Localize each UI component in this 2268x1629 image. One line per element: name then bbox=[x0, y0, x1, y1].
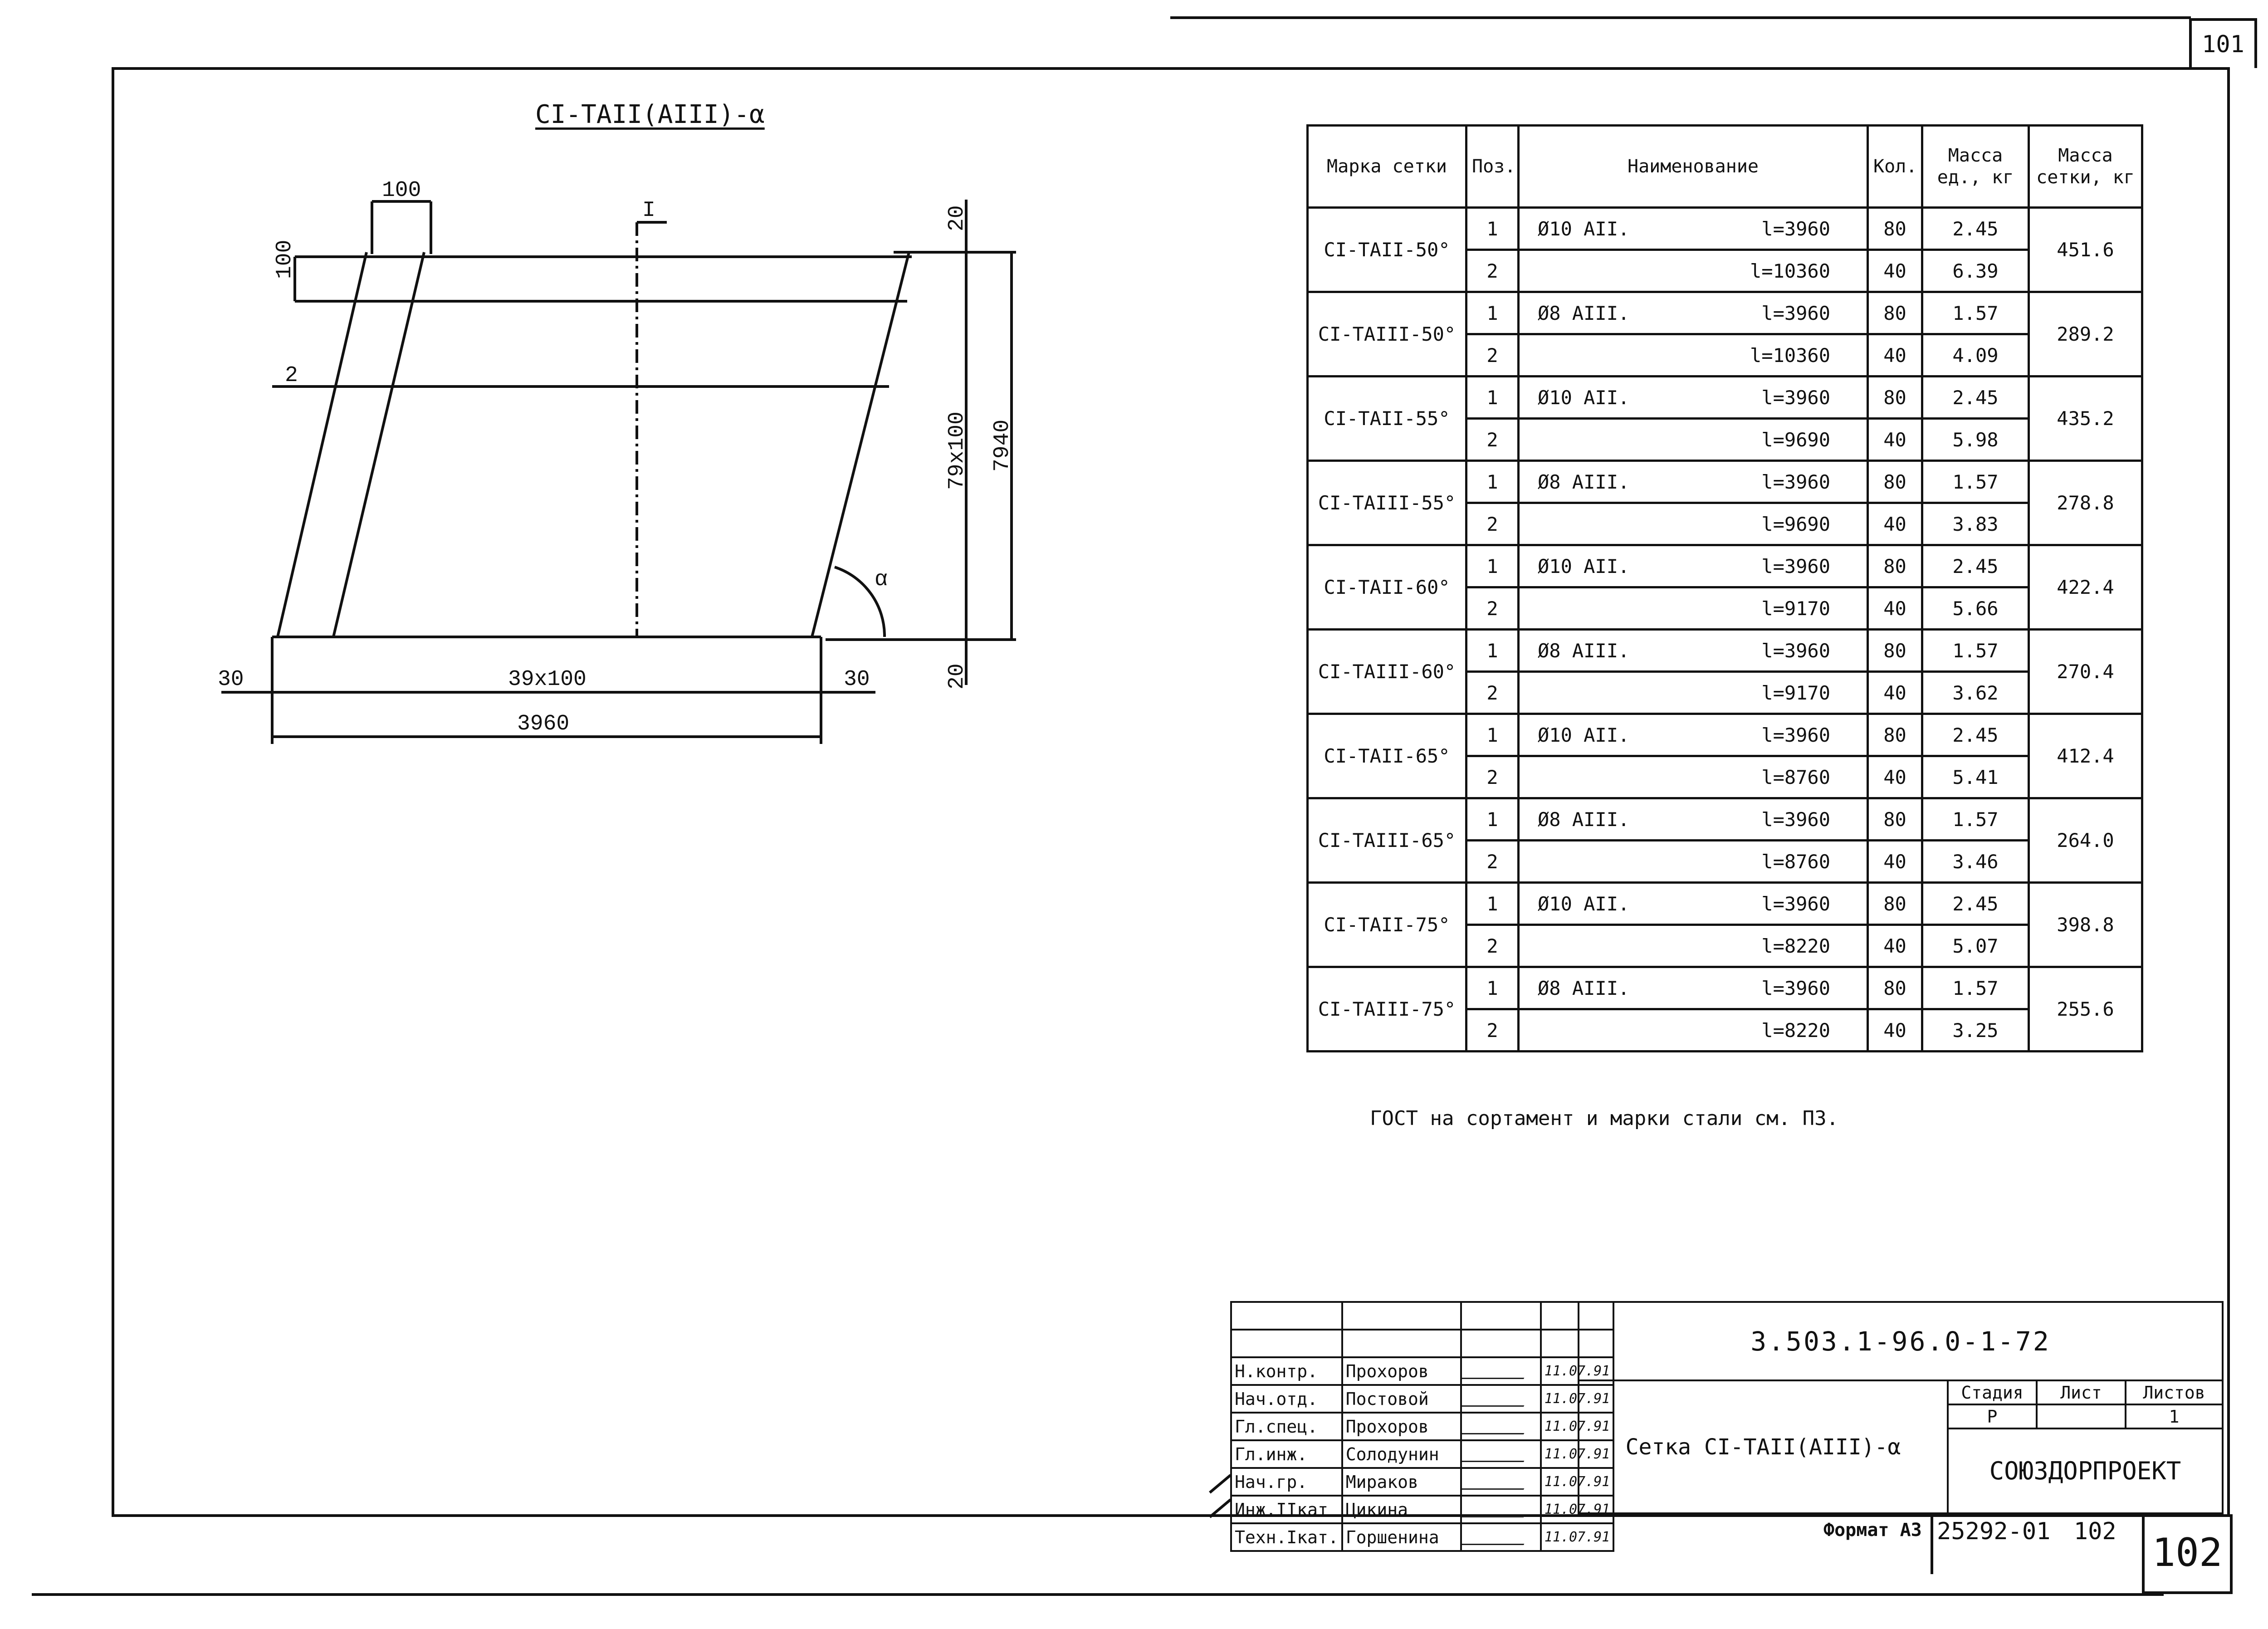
blank-cell bbox=[1342, 1330, 1461, 1357]
mesh-mass: 278.8 bbox=[2029, 461, 2142, 545]
item-name bbox=[1519, 503, 1868, 545]
position: 2 bbox=[1466, 419, 1519, 461]
bar-length: l=3960 bbox=[1761, 470, 1830, 493]
blank-cell bbox=[1231, 1330, 1342, 1357]
position: 1 bbox=[1466, 967, 1519, 1009]
bar-spec: Ø10 АII. bbox=[1538, 386, 1630, 409]
sheet-label: Лист bbox=[2036, 1380, 2126, 1405]
position: 1 bbox=[1466, 461, 1519, 503]
position: 1 bbox=[1466, 292, 1519, 334]
bar-spec: Ø8 АIII. bbox=[1538, 302, 1630, 324]
mesh-mass: 451.6 bbox=[2029, 208, 2142, 292]
mesh-mark: СI-ТАIII-75° bbox=[1308, 967, 1466, 1052]
bar-length: l=3960 bbox=[1761, 386, 1830, 409]
quantity: 40 bbox=[1868, 756, 1922, 798]
mesh-mass: 264.0 bbox=[2029, 798, 2142, 883]
bar-length: l=3960 bbox=[1761, 724, 1830, 746]
person-name: Прохоров bbox=[1342, 1357, 1461, 1385]
signature-mark bbox=[1461, 1387, 1533, 1407]
item-name bbox=[1519, 1009, 1868, 1052]
dim-section-mark: I bbox=[642, 198, 655, 223]
bar-spec: Ø8 АIII. bbox=[1538, 639, 1630, 662]
person-name: Горшенина bbox=[1342, 1523, 1461, 1551]
signature-mark bbox=[1461, 1415, 1533, 1434]
role: Гл.спец. bbox=[1231, 1413, 1342, 1440]
unit-mass: 2.45 bbox=[1922, 714, 2029, 756]
unit-mass: 6.39 bbox=[1922, 250, 2029, 292]
header-mesh-mass: Масса сетки, кг bbox=[2029, 126, 2142, 208]
signature-mark bbox=[1461, 1360, 1533, 1379]
mesh-mark: СI-ТАIII-50° bbox=[1308, 292, 1466, 377]
doc-number: 3.503.1-96.0-1-72 bbox=[1750, 1326, 2051, 1357]
date: 11.07.91 bbox=[1541, 1357, 1614, 1385]
position: 1 bbox=[1466, 798, 1519, 841]
signature-blank-row bbox=[1231, 1302, 1613, 1330]
header-qty: Кол. bbox=[1868, 126, 1922, 208]
header-mark: Марка сетки bbox=[1308, 126, 1466, 208]
doc-title: Сетка СI-ТАII(АIII)-α bbox=[1625, 1434, 1901, 1460]
dim-overall-height: 7940 bbox=[990, 419, 1015, 472]
quantity: 80 bbox=[1868, 292, 1922, 334]
bottom-rule bbox=[32, 1593, 2164, 1596]
quantity: 40 bbox=[1868, 334, 1922, 377]
mesh-mark: СI-ТАIII-55° bbox=[1308, 461, 1466, 545]
table-row bbox=[1308, 377, 2142, 419]
unit-mass: 2.45 bbox=[1922, 208, 2029, 250]
mesh-mark: СI-ТАII-65° bbox=[1308, 714, 1466, 798]
table-row bbox=[1308, 967, 2142, 1009]
bar-spec: Ø8 АIII. bbox=[1538, 977, 1630, 999]
position: 1 bbox=[1466, 630, 1519, 672]
item-name bbox=[1519, 461, 1868, 503]
person-name: Прохоров bbox=[1342, 1413, 1461, 1440]
quantity: 80 bbox=[1868, 545, 1922, 587]
bar-length: l=9690 bbox=[1761, 428, 1830, 451]
table-row bbox=[1308, 883, 2142, 925]
position: 2 bbox=[1466, 1009, 1519, 1052]
quantity: 80 bbox=[1868, 630, 1922, 672]
unit-mass: 5.41 bbox=[1922, 756, 2029, 798]
specification-table bbox=[1306, 124, 2143, 1052]
quantity: 80 bbox=[1868, 461, 1922, 503]
item-name bbox=[1519, 587, 1868, 630]
unit-mass: 5.66 bbox=[1922, 587, 2029, 630]
dim-bottom-cover: 20 bbox=[945, 663, 969, 690]
unit-mass: 1.57 bbox=[1922, 798, 2029, 841]
signature bbox=[1461, 1440, 1541, 1468]
dim-left-edge: 30 bbox=[218, 667, 244, 692]
item-name bbox=[1519, 925, 1868, 967]
quantity: 40 bbox=[1868, 1009, 1922, 1052]
unit-mass: 5.98 bbox=[1922, 419, 2029, 461]
table-header-row bbox=[1308, 126, 2142, 208]
unit-mass: 2.45 bbox=[1922, 545, 2029, 587]
sheet-value bbox=[2036, 1404, 2126, 1429]
person-name: Мираков bbox=[1342, 1468, 1461, 1496]
item-name bbox=[1519, 208, 1868, 250]
position: 2 bbox=[1466, 503, 1519, 545]
bar-length: l=9690 bbox=[1761, 513, 1830, 535]
item-name bbox=[1519, 672, 1868, 714]
date: 11.07.91 bbox=[1541, 1468, 1614, 1496]
bar-length: l=3960 bbox=[1761, 555, 1830, 577]
mesh-mark: СI-ТАII-60° bbox=[1308, 545, 1466, 630]
bar-length: l=10360 bbox=[1750, 259, 1830, 282]
signature-row bbox=[1231, 1523, 1613, 1551]
mesh-mark: СI-ТАII-50° bbox=[1308, 208, 1466, 292]
position: 1 bbox=[1466, 377, 1519, 419]
position: 2 bbox=[1466, 672, 1519, 714]
signature-blank-row bbox=[1231, 1330, 1613, 1357]
item-name bbox=[1519, 756, 1868, 798]
role: Инж.IIкат bbox=[1231, 1496, 1342, 1523]
table-row bbox=[1308, 798, 2142, 841]
doc-title-cell bbox=[1578, 1380, 1949, 1514]
bar-length: l=3960 bbox=[1761, 217, 1830, 240]
position: 2 bbox=[1466, 250, 1519, 292]
item-name bbox=[1519, 334, 1868, 377]
role: Гл.инж. bbox=[1231, 1440, 1342, 1468]
inventory-number: 25292-01 102 bbox=[1937, 1518, 2116, 1545]
quantity: 40 bbox=[1868, 841, 1922, 883]
quantity: 80 bbox=[1868, 714, 1922, 756]
date: 11.07.91 bbox=[1541, 1496, 1614, 1523]
position: 2 bbox=[1466, 756, 1519, 798]
dim-angle: α bbox=[875, 567, 888, 592]
header-unit-mass: Масса ед., кг bbox=[1922, 126, 2029, 208]
position: 2 bbox=[1466, 925, 1519, 967]
quantity: 40 bbox=[1868, 419, 1922, 461]
quantity: 40 bbox=[1868, 672, 1922, 714]
role: Нач.гр. bbox=[1231, 1468, 1342, 1496]
unit-mass: 3.83 bbox=[1922, 503, 2029, 545]
mesh-mass: 412.4 bbox=[2029, 714, 2142, 798]
bar-length: l=9170 bbox=[1761, 681, 1830, 704]
blank-cell bbox=[1342, 1302, 1461, 1330]
person-name: Солодунин bbox=[1342, 1440, 1461, 1468]
quantity: 40 bbox=[1868, 250, 1922, 292]
mesh-mark: СI-ТАII-55° bbox=[1308, 377, 1466, 461]
bar-spec: Ø10 АII. bbox=[1538, 724, 1630, 746]
item-name bbox=[1519, 419, 1868, 461]
item-name bbox=[1519, 250, 1868, 292]
inventory-divider bbox=[1931, 1515, 1933, 1574]
signature bbox=[1461, 1523, 1541, 1551]
signature-mark bbox=[1461, 1470, 1533, 1490]
unit-mass: 3.62 bbox=[1922, 672, 2029, 714]
top-sheet-number: 101 bbox=[2189, 18, 2257, 68]
position: 1 bbox=[1466, 208, 1519, 250]
mesh-mass: 255.6 bbox=[2029, 967, 2142, 1052]
sheets-label: Листов bbox=[2125, 1380, 2224, 1405]
role: Нач.отд. bbox=[1231, 1385, 1342, 1413]
unit-mass: 1.57 bbox=[1922, 630, 2029, 672]
role: Н.контр. bbox=[1231, 1357, 1342, 1385]
date: 11.07.91 bbox=[1541, 1440, 1614, 1468]
blank-cell bbox=[1461, 1330, 1541, 1357]
quantity: 80 bbox=[1868, 967, 1922, 1009]
quantity: 80 bbox=[1868, 377, 1922, 419]
quantity: 40 bbox=[1868, 587, 1922, 630]
signature-mark bbox=[1461, 1443, 1533, 1462]
bar-spec: Ø8 АIII. bbox=[1538, 808, 1630, 831]
stage-label: Стадия bbox=[1947, 1380, 2038, 1405]
signature-table bbox=[1230, 1301, 1614, 1552]
mesh-mark: СI-ТАIII-60° bbox=[1308, 630, 1466, 714]
role: Техн.Iкат. bbox=[1231, 1523, 1342, 1551]
signature-row bbox=[1231, 1496, 1613, 1523]
table-row bbox=[1308, 630, 2142, 672]
mesh-mass: 289.2 bbox=[2029, 292, 2142, 377]
dim-top-spacing: 100 bbox=[382, 178, 421, 203]
date: 11.07.91 bbox=[1541, 1385, 1614, 1413]
unit-mass: 3.46 bbox=[1922, 841, 2029, 883]
mesh-left-inner bbox=[333, 252, 424, 637]
mesh-drawing bbox=[0, 0, 1179, 817]
signature-row bbox=[1231, 1357, 1613, 1385]
dim-bar-mark: 2 bbox=[285, 363, 298, 388]
item-name bbox=[1519, 377, 1868, 419]
header-name: Наименование bbox=[1519, 126, 1868, 208]
signature-row bbox=[1231, 1440, 1613, 1468]
position: 2 bbox=[1466, 587, 1519, 630]
quantity: 40 bbox=[1868, 925, 1922, 967]
bar-length: l=8220 bbox=[1761, 1019, 1830, 1042]
dim-inner-span: 79x100 bbox=[945, 411, 969, 490]
item-name bbox=[1519, 967, 1868, 1009]
unit-mass: 3.25 bbox=[1922, 1009, 2029, 1052]
dim-overall-width: 3960 bbox=[517, 712, 570, 736]
organization: СОЮЗДОРПРОЕКТ bbox=[1947, 1428, 2224, 1514]
signature-mark bbox=[1461, 1526, 1533, 1545]
signature bbox=[1461, 1357, 1541, 1385]
item-name bbox=[1519, 545, 1868, 587]
sheets-value: 1 bbox=[2125, 1404, 2224, 1429]
unit-mass: 1.57 bbox=[1922, 292, 2029, 334]
mesh-mark: СI-ТАIII-65° bbox=[1308, 798, 1466, 883]
bar-length: l=3960 bbox=[1761, 639, 1830, 662]
table-row bbox=[1308, 714, 2142, 756]
stage-value: Р bbox=[1947, 1404, 2038, 1429]
unit-mass: 2.45 bbox=[1922, 377, 2029, 419]
unit-mass: 1.57 bbox=[1922, 461, 2029, 503]
signature bbox=[1461, 1468, 1541, 1496]
bar-spec: Ø10 АII. bbox=[1538, 892, 1630, 915]
dim-right-edge: 30 bbox=[844, 667, 870, 692]
bar-length: l=3960 bbox=[1761, 977, 1830, 999]
quantity: 80 bbox=[1868, 883, 1922, 925]
signature-row bbox=[1231, 1413, 1613, 1440]
table-row bbox=[1308, 208, 2142, 250]
bar-length: l=8220 bbox=[1761, 934, 1830, 957]
item-name bbox=[1519, 798, 1868, 841]
blank-cell bbox=[1231, 1302, 1342, 1330]
position: 1 bbox=[1466, 883, 1519, 925]
position: 2 bbox=[1466, 334, 1519, 377]
dim-bottom-span: 39x100 bbox=[508, 667, 587, 692]
table-row bbox=[1308, 461, 2142, 503]
date: 11.07.91 bbox=[1541, 1523, 1614, 1551]
bar-length: l=8760 bbox=[1761, 850, 1830, 873]
bar-length: l=8760 bbox=[1761, 766, 1830, 788]
unit-mass: 4.09 bbox=[1922, 334, 2029, 377]
dim-top-cover: 20 bbox=[945, 205, 969, 231]
item-name bbox=[1519, 630, 1868, 672]
quantity: 40 bbox=[1868, 503, 1922, 545]
bar-length: l=3960 bbox=[1761, 302, 1830, 324]
mesh-right-edge bbox=[812, 252, 909, 637]
date: 11.07.91 bbox=[1541, 1413, 1614, 1440]
mesh-mass: 270.4 bbox=[2029, 630, 2142, 714]
bottom-sheet-number: 102 bbox=[2142, 1514, 2233, 1594]
table-row bbox=[1308, 545, 2142, 587]
drawing-title: СI-ТАII(АIII)-α bbox=[535, 100, 765, 129]
unit-mass: 1.57 bbox=[1922, 967, 2029, 1009]
gost-note: ГОСТ на сортамент и марки стали см. ПЗ. bbox=[1370, 1107, 1839, 1130]
position: 1 bbox=[1466, 714, 1519, 756]
signature-mark bbox=[1461, 1498, 1533, 1517]
item-name bbox=[1519, 883, 1868, 925]
signature bbox=[1461, 1496, 1541, 1523]
table-row bbox=[1308, 292, 2142, 334]
bar-length: l=9170 bbox=[1761, 597, 1830, 620]
header-pos: Поз. bbox=[1466, 126, 1519, 208]
item-name bbox=[1519, 292, 1868, 334]
mesh-left-edge bbox=[278, 252, 367, 637]
bar-length: l=10360 bbox=[1750, 344, 1830, 367]
person-name: Постовой bbox=[1342, 1385, 1461, 1413]
quantity: 80 bbox=[1868, 208, 1922, 250]
item-name bbox=[1519, 841, 1868, 883]
bar-length: l=3960 bbox=[1761, 808, 1830, 831]
bar-length: l=3960 bbox=[1761, 892, 1830, 915]
doc-number-cell bbox=[1578, 1301, 2224, 1381]
quantity: 80 bbox=[1868, 798, 1922, 841]
blank-cell bbox=[1461, 1302, 1541, 1330]
mesh-mass: 422.4 bbox=[2029, 545, 2142, 630]
bar-spec: Ø10 АII. bbox=[1538, 555, 1630, 577]
format-label: Формат А3 bbox=[1823, 1520, 1922, 1541]
signature-row bbox=[1231, 1385, 1613, 1413]
signature bbox=[1461, 1413, 1541, 1440]
position: 1 bbox=[1466, 545, 1519, 587]
bar-spec: Ø8 АIII. bbox=[1538, 470, 1630, 493]
mesh-mark: СI-ТАII-75° bbox=[1308, 883, 1466, 967]
bar-spec: Ø10 АII. bbox=[1538, 217, 1630, 240]
unit-mass: 2.45 bbox=[1922, 883, 2029, 925]
dim-left-spacing: 100 bbox=[273, 240, 297, 279]
mesh-mass: 435.2 bbox=[2029, 377, 2142, 461]
person-name: Цикина bbox=[1342, 1496, 1461, 1523]
table-body bbox=[1308, 208, 2142, 1052]
unit-mass: 5.07 bbox=[1922, 925, 2029, 967]
top-rule bbox=[1170, 16, 2191, 19]
signature bbox=[1461, 1385, 1541, 1413]
item-name bbox=[1519, 714, 1868, 756]
position: 2 bbox=[1466, 841, 1519, 883]
mesh-mass: 398.8 bbox=[2029, 883, 2142, 967]
signature-row bbox=[1231, 1468, 1613, 1496]
